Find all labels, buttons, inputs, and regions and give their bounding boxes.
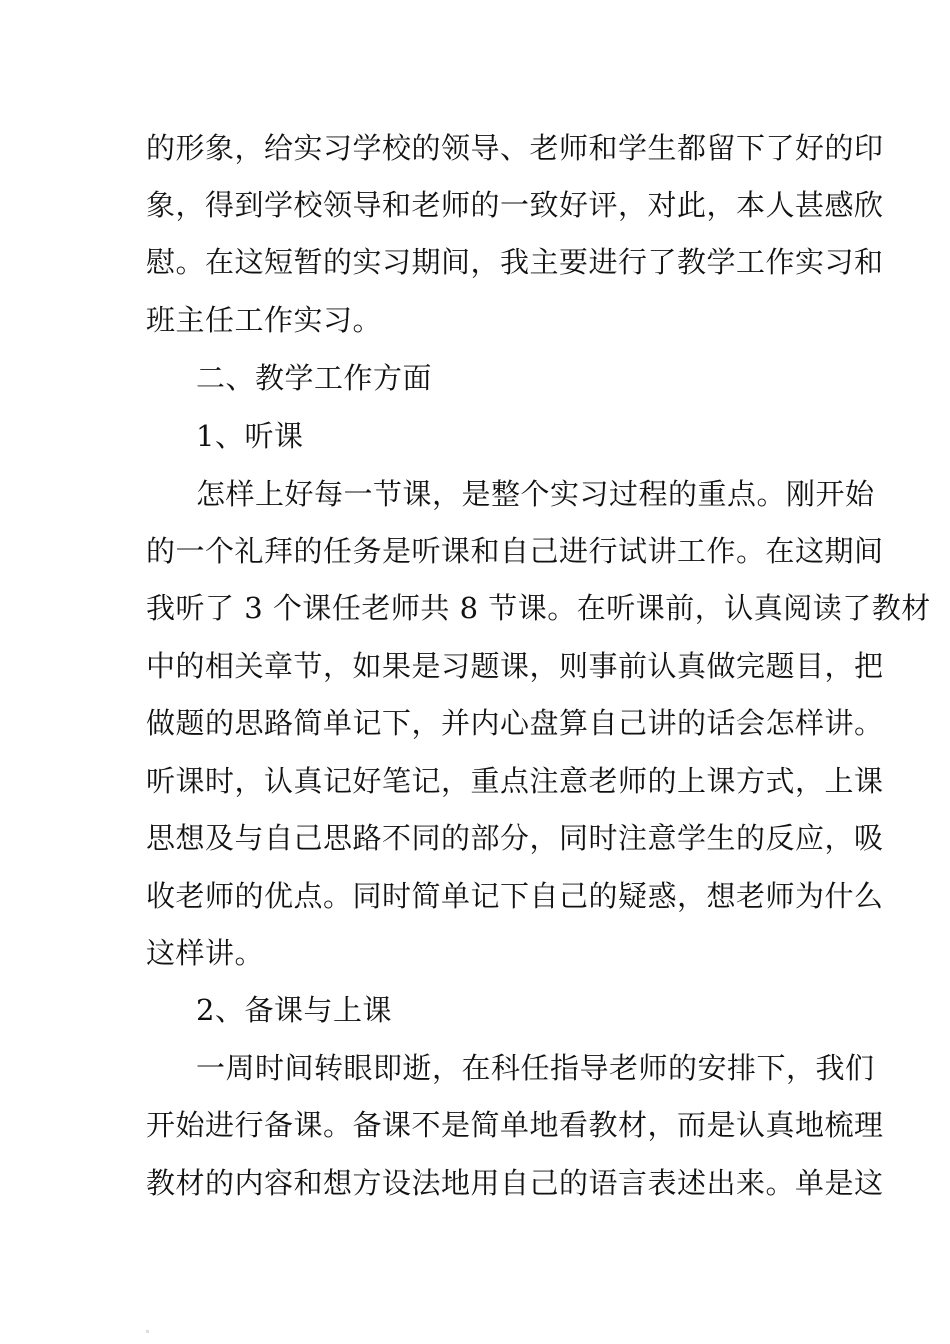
section-heading: 二、教学工作方面 bbox=[196, 361, 433, 395]
paragraph-line: 象，得到学校领导和老师的一致好评，对此，本人甚感欣 bbox=[146, 188, 884, 222]
paragraph-line: 一周时间转眼即逝，在科任指导老师的安排下，我们 bbox=[196, 1051, 875, 1085]
paragraph-line: 做题的思路简单记下，并内心盘算自己讲的话会怎样讲。 bbox=[146, 706, 884, 740]
page-footer-mark bbox=[146, 1330, 149, 1333]
paragraph-line: 我听了 3 个课任老师共 8 节课。在听课前，认真阅读了教材 bbox=[146, 591, 931, 625]
paragraph-line: 开始进行备课。备课不是简单地看教材，而是认真地梳理 bbox=[146, 1108, 884, 1142]
subsection-heading: 2、备课与上课 bbox=[196, 993, 392, 1027]
paragraph-line: 听课时，认真记好笔记，重点注意老师的上课方式，上课 bbox=[146, 764, 884, 798]
paragraph-line: 班主任工作实习。 bbox=[146, 303, 383, 337]
subsection-heading: 1、听课 bbox=[196, 419, 304, 453]
paragraph-line: 的形象，给实习学校的领导、老师和学生都留下了好的印 bbox=[146, 131, 884, 165]
paragraph-line: 思想及与自己思路不同的部分，同时注意学生的反应，吸 bbox=[146, 821, 884, 855]
paragraph-line: 这样讲。 bbox=[146, 936, 265, 970]
paragraph-line: 怎样上好每一节课，是整个实习过程的重点。刚开始 bbox=[196, 477, 875, 511]
paragraph-line: 慰。在这短暂的实习期间，我主要进行了教学工作实习和 bbox=[146, 245, 884, 279]
paragraph-line: 的一个礼拜的任务是听课和自己进行试讲工作。在这期间 bbox=[146, 534, 884, 568]
paragraph-line: 教材的内容和想方设法地用自己的语言表述出来。单是这 bbox=[146, 1166, 884, 1200]
paragraph-line: 中的相关章节，如果是习题课，则事前认真做完题目，把 bbox=[146, 649, 884, 683]
paragraph-line: 收老师的优点。同时简单记下自己的疑惑，想老师为什么 bbox=[146, 879, 884, 913]
